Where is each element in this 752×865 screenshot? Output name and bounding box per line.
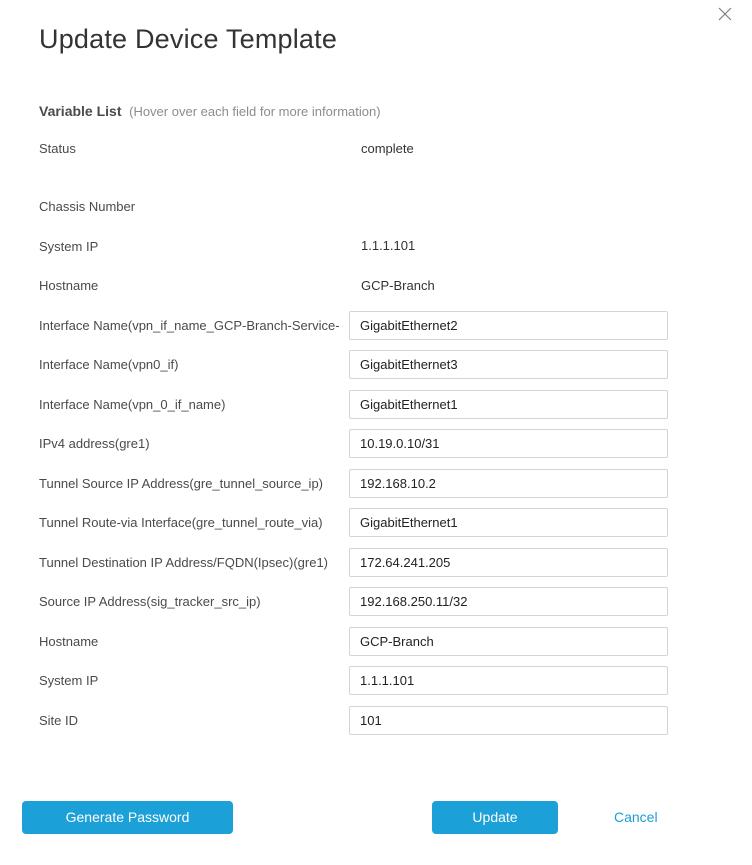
field-row [39, 508, 668, 537]
field-label: Interface Name(vpn_0_if_name) [39, 396, 226, 412]
field-input[interactable] [349, 508, 668, 537]
field-label: Interface Name(vpn_if_name_GCP-Branch-Service- [39, 317, 340, 333]
variable-list-heading: Variable List [39, 103, 122, 119]
field-label: Interface Name(vpn0_if) [39, 357, 179, 372]
variable-list-hint: (Hover over each field for more information) [129, 104, 381, 119]
field-label: System IP [39, 238, 99, 254]
field-value: complete [361, 140, 414, 156]
field-label: System IP [39, 673, 99, 688]
generate-password-button[interactable]: Generate Password [22, 801, 233, 834]
field-value-cell [349, 277, 668, 295]
cancel-button[interactable]: Cancel [614, 809, 658, 825]
field-row [39, 627, 668, 656]
field-input[interactable] [349, 469, 668, 498]
dialog-footer [22, 801, 663, 834]
field-value-cell [349, 311, 668, 340]
field-input[interactable] [349, 587, 668, 616]
field-value-cell [349, 627, 668, 656]
field-value-cell [349, 429, 668, 458]
field-input[interactable] [349, 666, 668, 695]
field-input[interactable] [349, 429, 668, 458]
field-row [39, 666, 668, 695]
field-value-cell [349, 350, 668, 379]
field-value: GCP-Branch [361, 277, 435, 293]
dialog-title: Update Device Template [39, 24, 338, 54]
field-value: 1.1.1.101 [361, 238, 416, 253]
field-row [39, 429, 668, 458]
variable-list-header [39, 103, 668, 120]
field-value-cell [349, 198, 668, 216]
field-label: Tunnel Source IP Address(gre_tunnel_source_ip) [39, 475, 324, 491]
field-value-cell [349, 548, 668, 577]
field-row [39, 192, 668, 221]
field-input[interactable] [349, 627, 668, 656]
update-button[interactable]: Update [432, 801, 558, 834]
field-row [39, 134, 668, 163]
close-icon[interactable] [716, 5, 734, 23]
field-label: Hostname [39, 278, 99, 293]
field-input[interactable] [349, 706, 668, 735]
field-row [39, 706, 668, 735]
field-row [39, 311, 668, 340]
field-label: Tunnel Route-via Interface(gre_tunnel_route_via) [39, 515, 323, 530]
field-label: Hostname [39, 633, 99, 649]
field-input[interactable] [349, 548, 668, 577]
field-label: Status [39, 141, 76, 156]
field-label: Tunnel Destination IP Address/FQDN(Ipsec)(gre1) [39, 554, 329, 570]
field-value-cell [349, 390, 668, 419]
field-row [39, 548, 668, 577]
field-label: IPv4 address(gre1) [39, 436, 150, 451]
field-label: Chassis Number [39, 199, 136, 214]
field-row [39, 587, 668, 616]
field-value-cell [349, 469, 668, 498]
field-value-cell [349, 237, 668, 255]
field-input[interactable] [349, 311, 668, 340]
field-value-cell [349, 706, 668, 735]
variable-list-rows [0, 134, 752, 735]
field-row [39, 469, 668, 498]
field-row [39, 232, 668, 261]
field-input[interactable] [349, 390, 668, 419]
field-input[interactable] [349, 350, 668, 379]
field-row [39, 350, 668, 379]
field-value-cell [349, 508, 668, 537]
field-label: Source IP Address(sig_tracker_src_ip) [39, 594, 261, 609]
field-value-cell [349, 587, 668, 616]
field-value-cell [349, 140, 668, 158]
field-label: Site ID [39, 712, 79, 728]
field-value-cell [349, 666, 668, 695]
field-row [39, 271, 668, 300]
field-row [39, 390, 668, 419]
